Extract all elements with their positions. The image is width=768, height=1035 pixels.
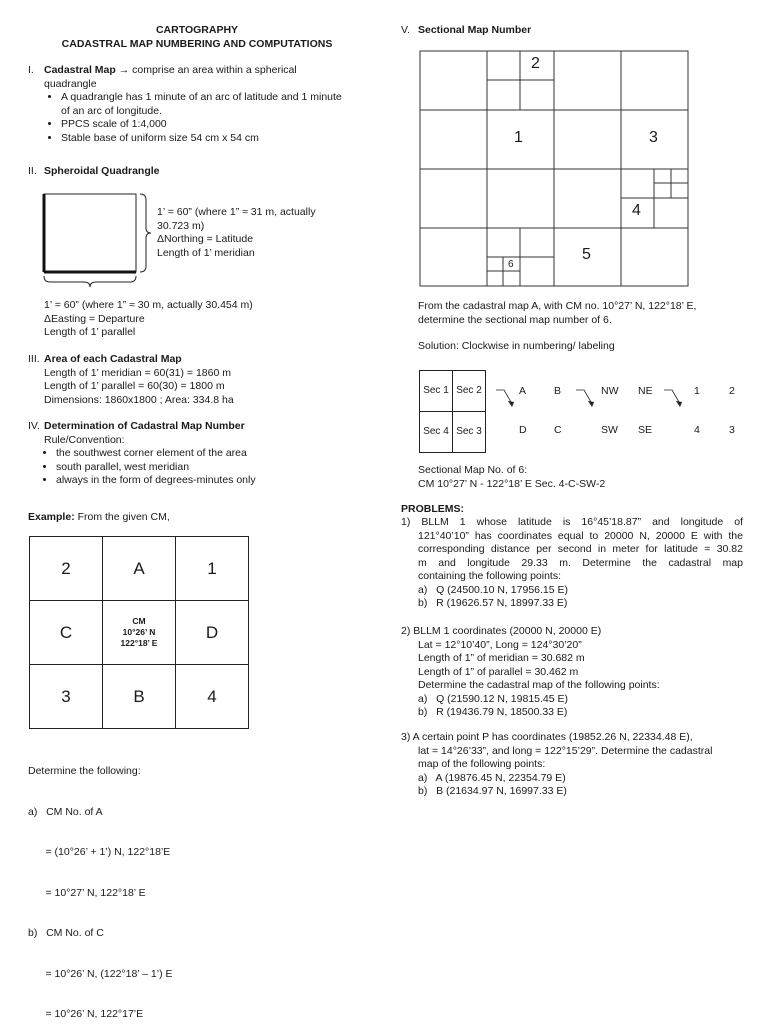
cm-cell-line: CM [132,616,146,626]
section-4 [28,420,358,488]
problem-line: map of the following points: [418,758,546,770]
example-label: Example: [28,511,75,523]
problem-line: a) A (19876.45 N, 22354.79 E) [418,771,566,784]
sec-cell: Sec 3 [453,412,486,453]
section-3-title: Area of each Cadastral Map [44,353,182,365]
section-1 [28,64,348,145]
section-3 [28,353,348,407]
arrowhead-icon [588,401,594,407]
bullet-item: • south parallel, west meridian [56,461,358,475]
seq-label: A [519,385,527,397]
note-line: Length of 1’ meridian [157,246,255,259]
sec-grid [419,370,486,453]
note-line: ΔEasting = Departure [44,312,145,325]
question-line: determine the sectional map number of 6. [418,313,612,326]
solution-line: b) CM No. of C [28,927,104,939]
problem-line: Determine the cadastral map of the following points: [418,679,660,691]
problem-3 [401,731,743,799]
section-5-heading [401,24,532,38]
problem-line: b) R (19626.57 N, 18997.33 E) [418,597,568,609]
answer-line: CM 10°27’ N - 122°18’ E Sec. 4-C-SW-2 [418,477,606,490]
section-number-label: 3 [649,129,658,146]
section-number-label: 6 [508,259,514,270]
note-line: 30.723 m) [157,219,205,232]
section-3-number: III. [28,353,40,365]
example-grid [29,536,249,729]
question-line: From the cadastral map A, with CM no. 10°27’ N, 122°18’ E, [418,300,697,312]
cm-cell-line: 122°18’ E [120,638,158,648]
note-line: 1’ = 60” (where 1” ≈ 31 m, actually [157,206,316,218]
parallel-notes [44,299,344,340]
grid-cell: 3 [30,665,103,729]
answer-line: Sectional Map No. of 6: [418,464,528,476]
problem-line: b) R (19436.79 N, 18500.33 E) [418,706,568,718]
arrow-icon [664,390,679,402]
section-number-label: 1 [514,129,523,146]
seq-label: SW [601,424,618,436]
problem-line: 121°40’10” has coordinates equal to 20000 N, 20000 E with the [418,529,743,542]
bottom-brace [44,276,136,287]
bullet-item: • always in the form of degrees-minutes only [56,474,358,488]
seq-label: D [519,424,527,436]
solution-line: a) CM No. of A [28,805,103,818]
seq-label: NW [601,385,619,397]
grid-cell: A [103,537,176,601]
problem-line: Length of 1” of parallel = 30.462 m [418,665,579,678]
section-4-title: Determination of Cadastral Map Number [44,420,245,432]
section-1-text: → comprise an area within a spherical [115,64,297,76]
seq-label: C [554,424,562,436]
section-2-heading [28,165,160,179]
seq-label: 1 [694,385,700,397]
seq-label: SE [638,424,653,436]
problems-title: PROBLEMS: [401,503,464,515]
grid-cell: C [30,601,103,665]
section-1-text-2: quadrangle [44,77,97,90]
area-line: Length of 1’ meridian = 60(31) = 1860 m [44,366,231,379]
seq-label: NE [638,385,653,397]
problem-line: a) Q (24500.10 N, 17956.15 E) [418,583,569,596]
problem-line: 1) BLLM 1 whose latitude is 16°45’18.87” and longitude of [401,516,743,528]
section-number-label: 4 [632,202,641,219]
sec-cell: Sec 4 [420,412,453,453]
title-line-1: CARTOGRAPHY [155,24,239,36]
solution-text: Solution: Clockwise in numbering/ labeling [418,340,615,352]
grid-cell-cm [103,601,176,665]
bullet-item: • A quadrangle has 1 minute of an arc of latitude and 1 minute of an arc of longitude. [61,91,348,118]
arrow-icon [496,390,511,402]
solution-line: = (10°26’ + 1’) N, 122°18’E [28,846,171,858]
title-line-2: CADASTRAL MAP NUMBERING AND COMPUTATIONS [61,37,333,50]
section-1-title: Cadastral Map [44,64,116,76]
section-2-title: Spheroidal Quadrangle [44,165,160,177]
bullet-item: • PPCS scale of 1:4,000 [61,118,348,132]
seq-label: B [554,385,562,397]
sectional-map-diagram [419,50,691,288]
problem-line: m and longitude 29.33 m. Determine the cadastral map [418,556,743,569]
section-1-bullets [28,91,348,145]
grid-cell: B [103,665,176,729]
right-brace [140,194,151,272]
sectional-question [418,300,758,327]
solution-line: Determine the following: [28,765,141,777]
note-line: Length of 1’ parallel [44,326,136,338]
cm-cell-line: 10°26’ N [122,627,156,637]
problem-line: containing the following points: [418,570,562,582]
problem-line: a) Q (21590.12 N, 19815.45 E) [418,692,569,705]
section-5-number: V. [401,24,410,36]
area-line: Dimensions: 1860x1800 ; Area: 334.8 ha [44,393,234,406]
example-heading [28,511,170,525]
section-2-number: II. [28,165,37,177]
spheroidal-quadrangle-diagram [36,190,156,300]
grid-cell: D [176,601,249,665]
problem-line: Length of 1” of meridian = 30.682 m [418,652,585,664]
arrowhead-icon [676,401,682,407]
section-1-number: I. [28,64,34,76]
problem-line: Lat = 12°10’40”, Long = 124°30’20” [418,638,582,651]
problem-2 [401,625,743,720]
seq-label: 3 [729,424,735,436]
grid-cell: 4 [176,665,249,729]
section-number-label: 5 [582,246,591,263]
meridian-notes [157,206,357,260]
solution-line: = 10°26’ N, (122°18’ – 1’) E [28,967,173,980]
rule-label: Rule/Convention: [44,433,125,446]
problem-1 [401,516,743,611]
quadrangle-box [44,194,136,272]
bullet-item: • Stable base of uniform size 54 cm x 54 cm [61,132,348,146]
example-solution [28,738,358,1035]
section-4-bullets [28,447,358,488]
seq-label: 2 [729,385,735,397]
note-line: ΔNorthing = Latitude [157,233,254,245]
problem-line: b) B (21634.97 N, 16997.33 E) [418,785,567,797]
problem-line: lat = 14°26’33”, and long = 122°15’29”. Determine the cadastral [418,744,713,757]
sec-cell: Sec 2 [453,371,486,412]
arrow-icon [576,390,591,402]
grid-cell: 2 [30,537,103,601]
problem-line: corresponding distance per second in meter for latitude = 30.82 [418,543,743,555]
solution-line: = 10°26’ N, 122°17’E [28,1008,144,1020]
seq-label: 4 [694,424,700,436]
bullet-item: • the southwest corner element of the area [56,447,358,461]
sectional-answer [418,464,758,491]
example-text: From the given CM, [74,511,170,523]
area-line: Length of 1’ parallel = 60(30) = 1800 m [44,380,225,392]
arrowhead-icon [508,401,514,407]
sec-cell: Sec 1 [420,371,453,412]
grid-cell: 1 [176,537,249,601]
problem-line: 3) A certain point P has coordinates (19852.26 N, 22334.48 E), [401,731,693,743]
solution-line: = 10°27’ N, 122°18’ E [28,886,146,899]
section-number-label: 2 [531,55,540,72]
note-line: 1’ = 60” (where 1” ≈ 30 m, actually 30.454 m) [44,299,253,311]
section-5-title: Sectional Map Number [418,24,532,36]
section-4-number: IV. [28,420,40,432]
document-header [28,24,366,51]
problem-line: 2) BLLM 1 coordinates (20000 N, 20000 E) [401,625,602,637]
